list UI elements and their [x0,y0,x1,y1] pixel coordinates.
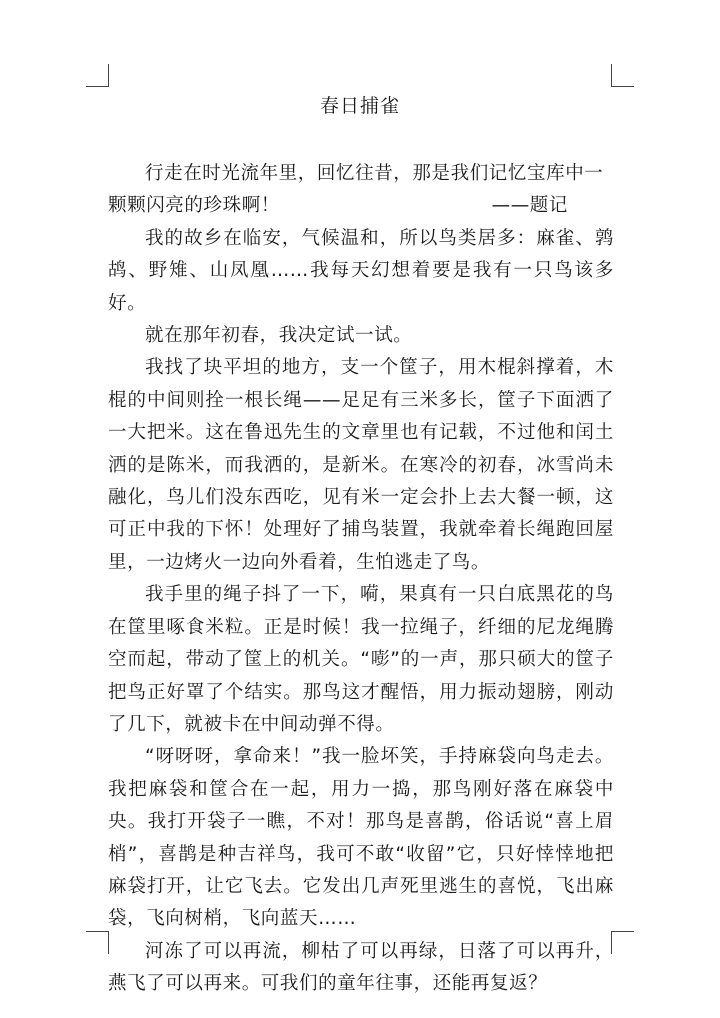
paragraph-2: 就在那年初春，我决定试一试。 [145,325,413,347]
epigraph-line-2: 颗颗闪亮的珍珠啊！ [108,195,280,217]
epigraph-line-1: 行走在时光流年里，回忆往昔，那是我们记忆宝库中一 [145,163,604,184]
crop-mark-bottom-right [611,931,634,954]
crop-mark-top-right [611,64,634,87]
crop-mark-top-left [86,64,109,87]
paragraph-3: 我找了块平坦的地方，支一个筐子，用木棍斜撑着，木棍的中间则拴一根长绳——足足有三米多长，筐子下面洒了一大把米。这在鲁迅先生的文章里也有记载，不过他和闰土洒的是陈米，而我洒的，是新米。在寒冷的初春，冰雪尚未融化，鸟儿们没东西吃，见有米一定会扑上去大餐一顿，这可正中我的下怀！处理好了捕鸟装置，我就牵着长绳跑回屋里，一边烤火一边向外看着，生怕逃走了鸟。 [108,357,614,573]
paragraph-1: 我的故乡在临安，气候温和，所以鸟类居多：麻雀、鹑鸪、野雉、山凤凰……我每天幻想着要是我有一只鸟该多好。 [108,227,614,314]
paragraph-5: “呀呀呀，拿命来！”我一脸坏笑，手持麻袋向鸟走去。我把麻袋和筐合在一起，用力一捣，那鸟刚好落在麻袋中央。我打开袋子一瞧，不对！那鸟是喜鹊，俗话说“喜上眉梢”，喜鹊是种吉祥鸟，我可不敢“收留”它，只好悻悻地把麻袋打开，让它飞去。它发出几声死里逃生的喜悦，飞出麻袋，飞向树梢，飞向蓝天…… [108,746,614,930]
paragraph-4: 我手里的绳子抖了一下，嗬，果真有一只白底黑花的鸟在筐里啄食米粒。正是时候！我一拉绳子，纤细的尼龙绳腾空而起，带动了筐上的机关。“嘭”的一声，那只硕大的筐子把鸟正好罩了个结实。那鸟这才醒悟，用力振动翅膀，刚动了几下，就被卡在中间动弹不得。 [108,584,614,735]
document-title: 春日捕雀 [319,95,400,117]
crop-mark-bottom-left [86,931,109,954]
epigraph-line-2-row [108,190,614,222]
document-body [108,158,614,1001]
paragraph-6: 河冻了可以再流，柳枯了可以再绿，日落了可以再升，燕飞了可以再来。可我们的童年往事，还能再复返？ [108,940,614,995]
epigraph-attribution: ——题记 [491,195,568,217]
